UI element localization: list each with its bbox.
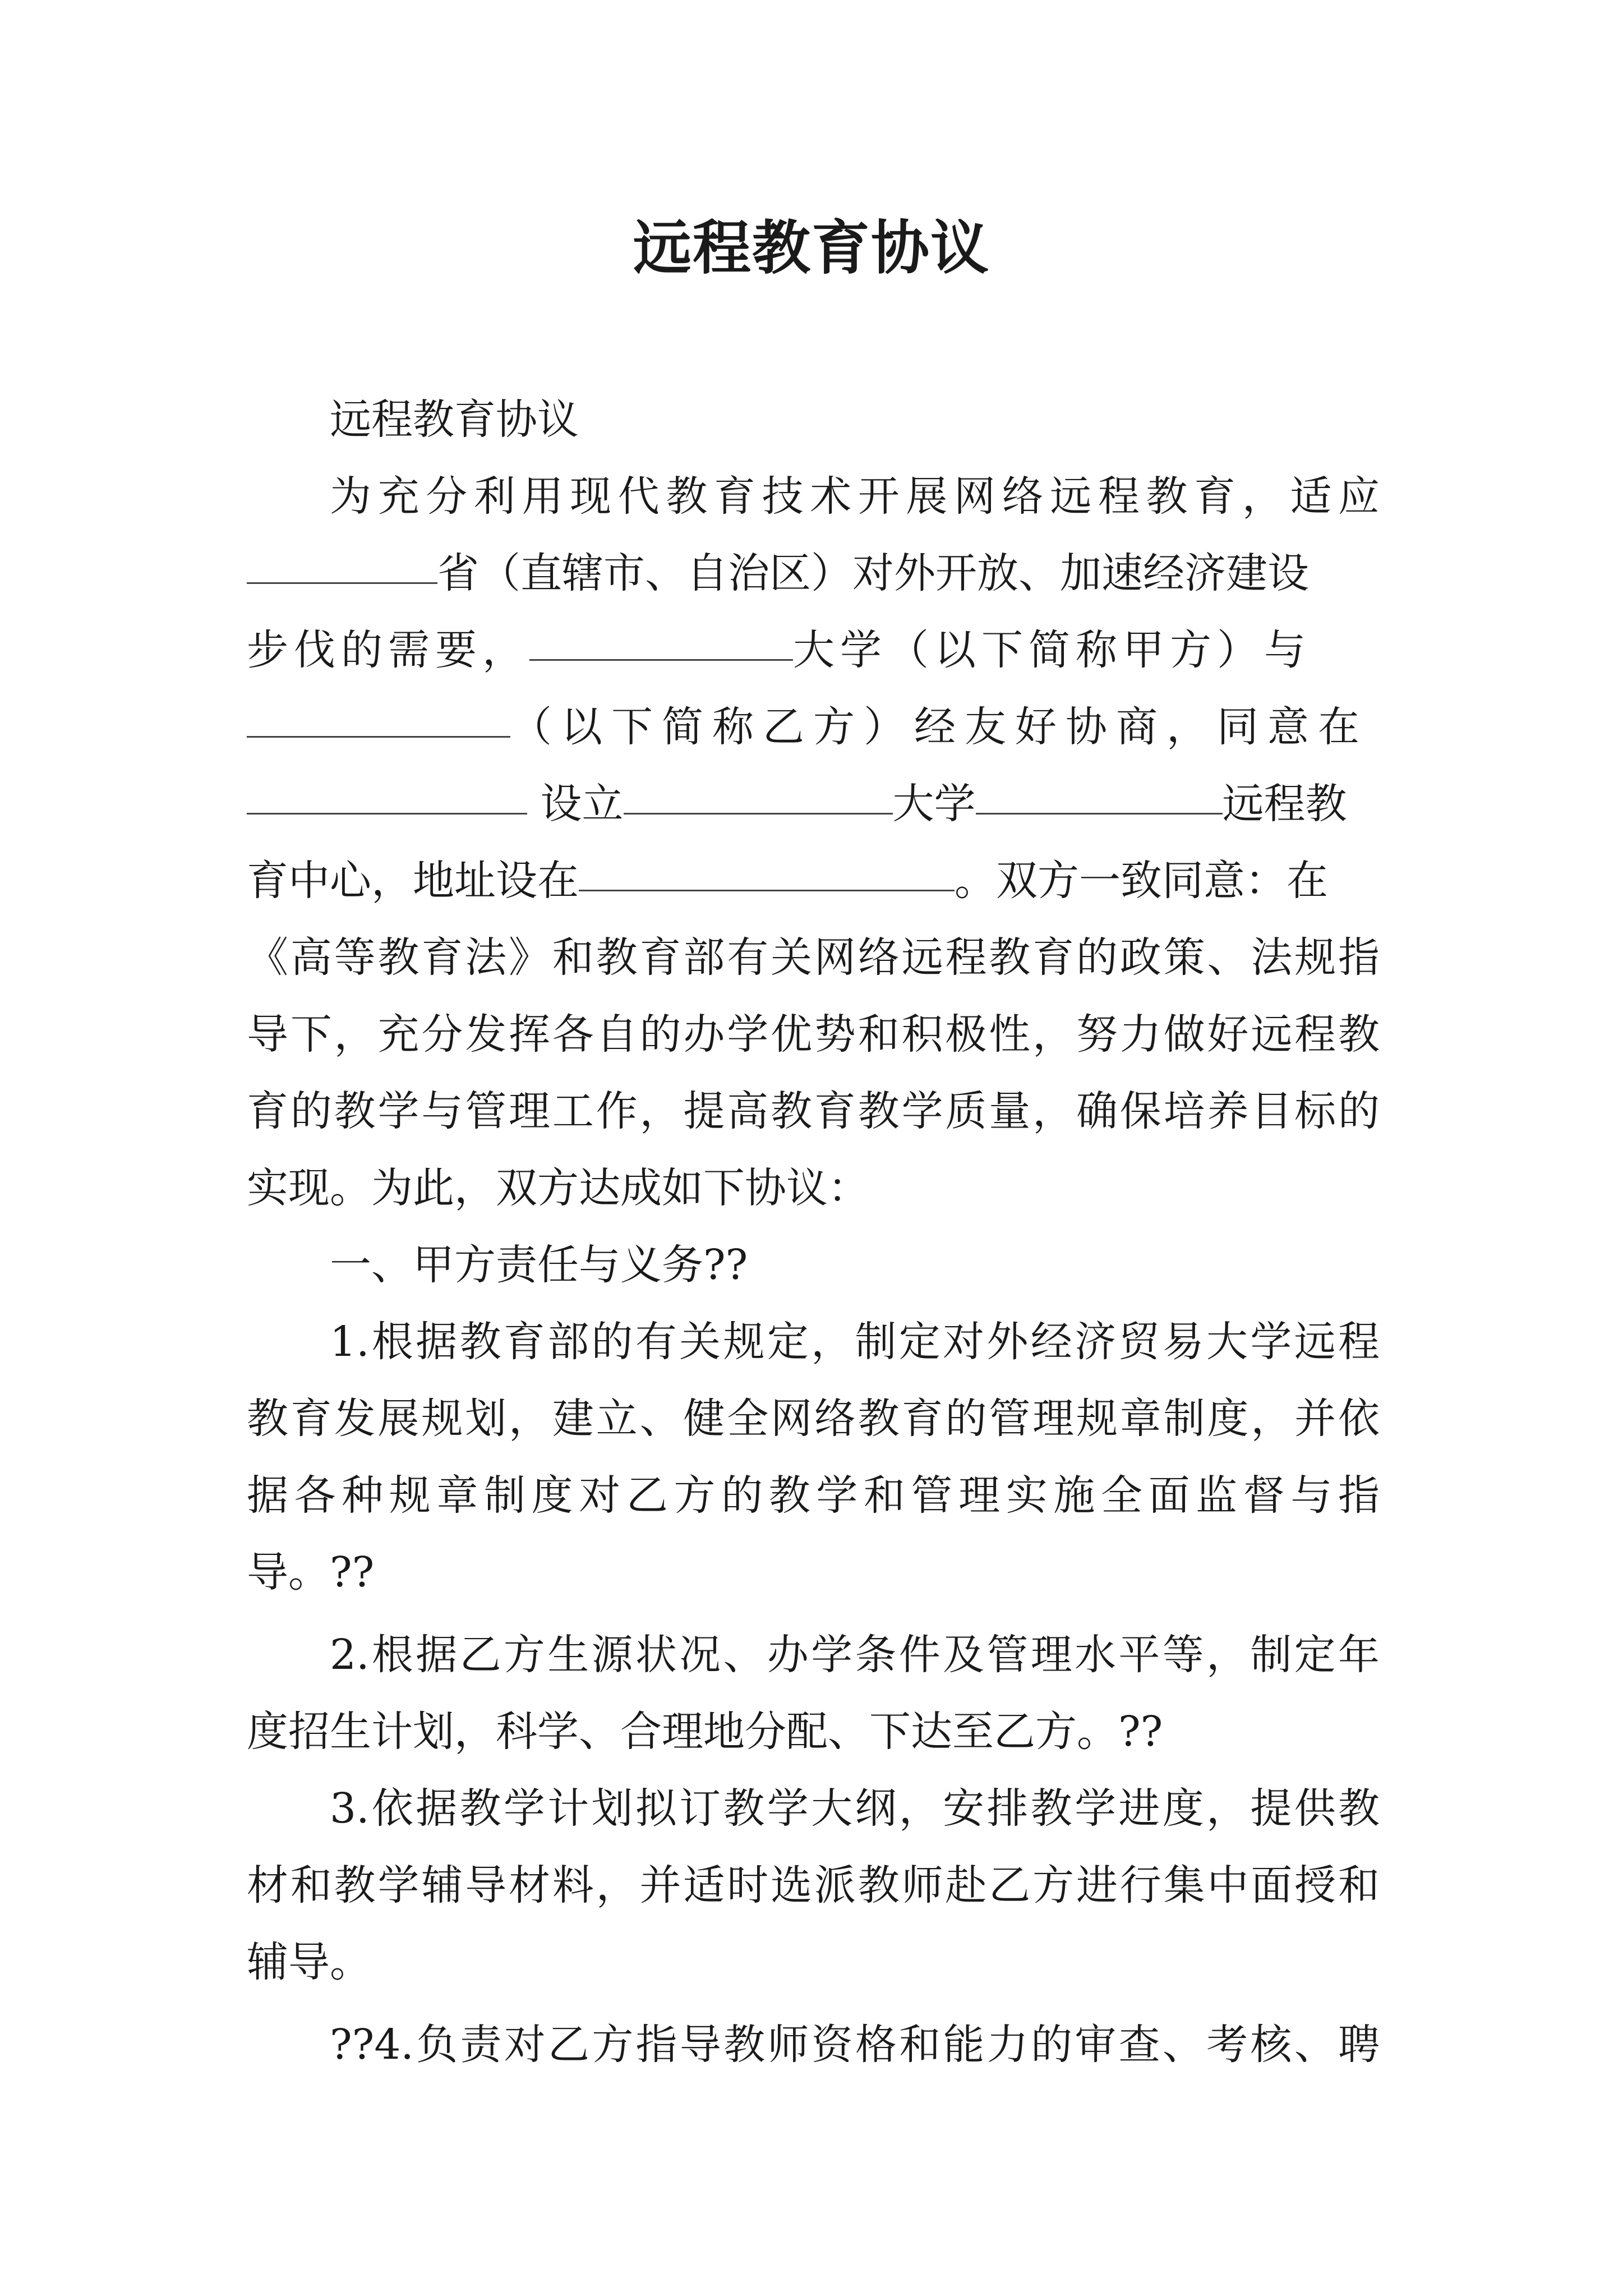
fill-in-blank bbox=[247, 699, 510, 738]
line-text: 育中心，地址设在 bbox=[247, 857, 579, 905]
line-text: 设立 bbox=[540, 780, 624, 828]
paragraph-line bbox=[247, 535, 1380, 612]
section-heading: 一、甲方责任与义务?? bbox=[330, 1241, 748, 1289]
item-line: 2.根据乙方生源状况、办学条件及管理水平等，制定年 bbox=[330, 1631, 1380, 1679]
line-text: 大学（以下简称甲方）与 bbox=[793, 626, 1311, 674]
fill-in-blank bbox=[529, 622, 793, 661]
item-line: 材和教学辅导材料，并适时选派教师赴乙方进行集中面授和 bbox=[247, 1861, 1380, 1910]
document-body bbox=[247, 381, 1380, 2083]
item-line: 3.依据教学计划拟订教学大纲，安排教学进度，提供教 bbox=[330, 1784, 1380, 1833]
line-text: 远程教 bbox=[1222, 780, 1347, 828]
paragraph-line: 导下，充分发挥各自的办学优势和积极性，努力做好远程教 bbox=[247, 1010, 1380, 1059]
item-line: 度招生计划，科学、合理地分配、下达至乙方。?? bbox=[247, 1708, 1163, 1756]
paragraph-line bbox=[247, 766, 1380, 843]
paragraph-line bbox=[247, 612, 1380, 689]
paragraph-line: 为充分利用现代教育技术开展网络远程教育，适应 bbox=[330, 472, 1380, 521]
item-line: 教育发展规划，建立、健全网络教育的管理规章制度，并依 bbox=[247, 1395, 1380, 1443]
line-text: 步伐的需要， bbox=[247, 626, 529, 674]
item-line: 导。?? bbox=[247, 1548, 375, 1596]
paragraph-line: 实现。为此，双方达成如下协议： bbox=[247, 1164, 869, 1212]
item-line: 1.根据教育部的有关规定，制定对外经济贸易大学远程 bbox=[330, 1318, 1380, 1366]
paragraph-line: 育的教学与管理工作，提高教育教学质量，确保培养目标的 bbox=[247, 1087, 1380, 1135]
fill-in-blank bbox=[976, 776, 1223, 815]
document-title: 远程教育协议 bbox=[633, 213, 990, 282]
subtitle-line: 远程教育协议 bbox=[330, 395, 579, 444]
paragraph-line: 《高等教育法》和教育部有关网络远程教育的政策、法规指 bbox=[247, 933, 1380, 982]
paragraph-line bbox=[247, 843, 1380, 919]
line-text: 省（直辖市、自治区）对外开放、加速经济建设 bbox=[437, 549, 1309, 597]
fill-in-blank bbox=[247, 545, 437, 584]
fill-in-blank bbox=[579, 853, 955, 891]
item-line: 辅导。 bbox=[247, 1938, 371, 1986]
line-text: 大学 bbox=[892, 780, 976, 828]
fill-in-blank bbox=[624, 776, 893, 815]
paragraph-line bbox=[247, 689, 1380, 766]
line-text: 。双方一致同意：在 bbox=[955, 857, 1328, 905]
item-line: 据各种规章制度对乙方的教学和管理实施全面监督与指 bbox=[247, 1471, 1380, 1520]
fill-in-blank bbox=[247, 776, 527, 815]
line-text: （以下简称乙方）经友好协商，同意在 bbox=[510, 703, 1368, 751]
item-line: ??4.负责对乙方指导教师资格和能力的审查、考核、聘 bbox=[330, 2021, 1380, 2069]
